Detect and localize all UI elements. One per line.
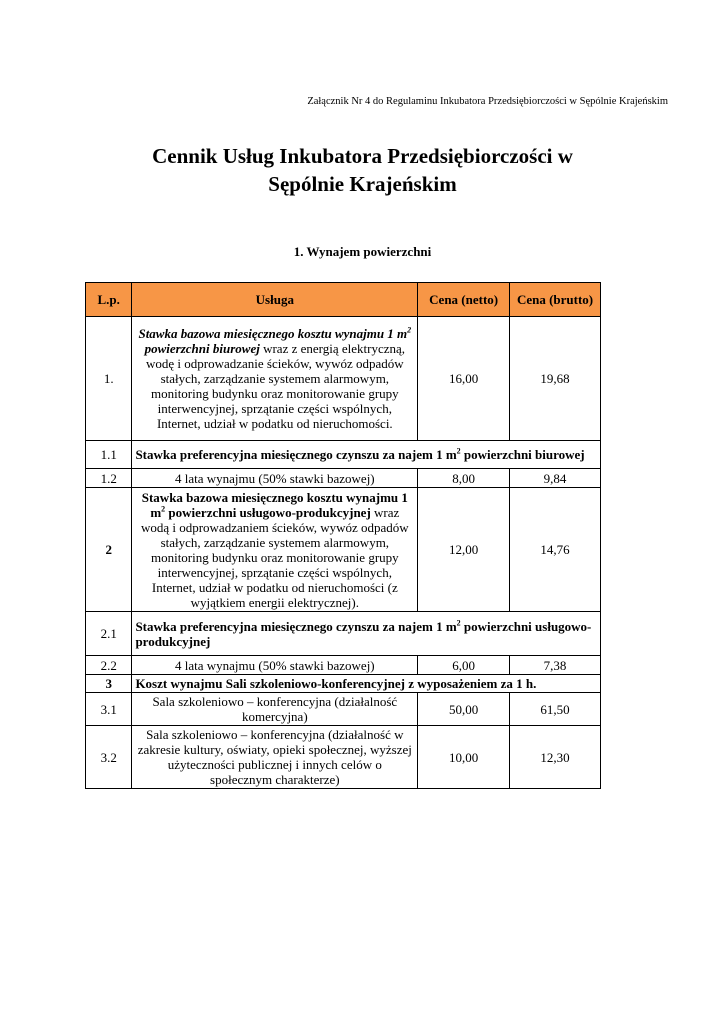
header-lp: L.p. — [86, 283, 132, 317]
cell-gross-price: 7,38 — [510, 656, 601, 675]
cell-net-price: 8,00 — [418, 469, 510, 488]
page-title-line-1: Cennik Usług Inkubatora Przedsiębiorczości w — [152, 144, 573, 168]
table-row — [86, 469, 601, 488]
table-row — [86, 317, 601, 441]
cell-service: 4 lata wynajmu (50% stawki bazowej) — [132, 469, 418, 488]
cell-lp: 2.2 — [86, 656, 132, 675]
superscript: 2 — [407, 325, 412, 335]
cell-lp: 1.1 — [86, 441, 132, 469]
cell-service — [132, 488, 418, 612]
cell-lp: 2 — [86, 488, 132, 612]
superscript: 2 — [456, 446, 461, 456]
section-title: 1. Wynajem powierzchni — [293, 244, 432, 259]
cell-lp: 1. — [86, 317, 132, 441]
cell-subheading: Koszt wynajmu Sali szkoleniowo-konferencyjnej z wyposażeniem za 1 h. — [132, 675, 601, 693]
service-bold-text: powierzchni biurowej — [144, 341, 260, 356]
service-text: wraz wodą i odprowadzaniem ścieków, wywóz odpadów stałych, zarządzanie systemem alarmowym, monitoring budynku oraz monitorowanie grupy interwencyjnej, sprzątanie części wspólnych, Internet, udział w podatku od nieruchomości (z wyjątkiem energii elektrycznej). — [140, 504, 409, 610]
subheading-text: Stawka preferencyjna miesięcznego czynszu za najem 1 m — [135, 618, 457, 634]
service-bold-text: Stawka bazowa miesięcznego kosztu wynajmu 1 m — [138, 326, 408, 341]
cell-gross-price: 9,84 — [510, 469, 601, 488]
table-row — [86, 612, 601, 656]
service-bold-text: Stawka bazowa miesięcznego kosztu wynajmu 1 m — [141, 489, 408, 520]
cell-lp: 3.1 — [86, 693, 132, 726]
cell-net-price: 16,00 — [418, 317, 510, 441]
cell-net-price: 10,00 — [418, 726, 510, 789]
table-row — [86, 693, 601, 726]
service-text: wraz z energią elektryczną, wodę i odprowadzanie ścieków, wywóz odpadów stałych, zarządzanie systemem alarmowym, monitoring budynku oraz monitorowanie grupy interwencyjnej, sprzątanie części wspólnych, Internet, udział w podatku od nieruchomości. — [146, 341, 406, 431]
price-table — [85, 282, 601, 789]
cell-net-price: 12,00 — [418, 488, 510, 612]
cell-net-price: 6,00 — [418, 656, 510, 675]
superscript: 2 — [456, 618, 461, 628]
cell-subheading — [132, 612, 601, 656]
cell-gross-price: 14,76 — [510, 488, 601, 612]
table-row — [86, 441, 601, 469]
page-title-line-2: Sępólnie Krajeńskim — [268, 172, 457, 196]
cell-lp: 2.1 — [86, 612, 132, 656]
page-title — [0, 142, 725, 198]
table-row — [86, 656, 601, 675]
table-row — [86, 488, 601, 612]
annex-note: Załącznik Nr 4 do Regulaminu Inkubatora Przedsiębiorczości w Sępólnie Krajeńskim — [307, 96, 668, 107]
cell-lp: 3.2 — [86, 726, 132, 789]
cell-lp: 3 — [86, 675, 132, 693]
header-net-price: Cena (netto) — [418, 283, 510, 317]
header-service: Usługa — [132, 283, 418, 317]
subheading-text: powierzchni usługowo-produkcyjnej — [135, 618, 592, 649]
cell-gross-price: 19,68 — [510, 317, 601, 441]
table-row — [86, 675, 601, 693]
header-gross-price: Cena (brutto) — [510, 283, 601, 317]
table-row — [86, 726, 601, 789]
superscript: 2 — [161, 504, 166, 514]
cell-gross-price: 61,50 — [510, 693, 601, 726]
cell-service: 4 lata wynajmu (50% stawki bazowej) — [132, 656, 418, 675]
cell-service: Sala szkoleniowo – konferencyjna (działalność w zakresie kultury, oświaty, opieki społecznej, wyższej użyteczności publicznej i innych celów o społecznym charakterze) — [132, 726, 418, 789]
table-header-row — [86, 283, 601, 317]
cell-service — [132, 317, 418, 441]
cell-net-price: 50,00 — [418, 693, 510, 726]
cell-lp: 1.2 — [86, 469, 132, 488]
subheading-text: powierzchni biurowej — [460, 447, 585, 462]
cell-subheading — [132, 441, 601, 469]
cell-gross-price: 12,30 — [510, 726, 601, 789]
subheading-text: Stawka preferencyjna miesięcznego czynszu za najem 1 m — [135, 447, 457, 462]
cell-service: Sala szkoleniowo – konferencyjna (działalność komercyjna) — [132, 693, 418, 726]
service-bold-text: powierzchni usługowo-produkcyjnej — [165, 504, 371, 520]
